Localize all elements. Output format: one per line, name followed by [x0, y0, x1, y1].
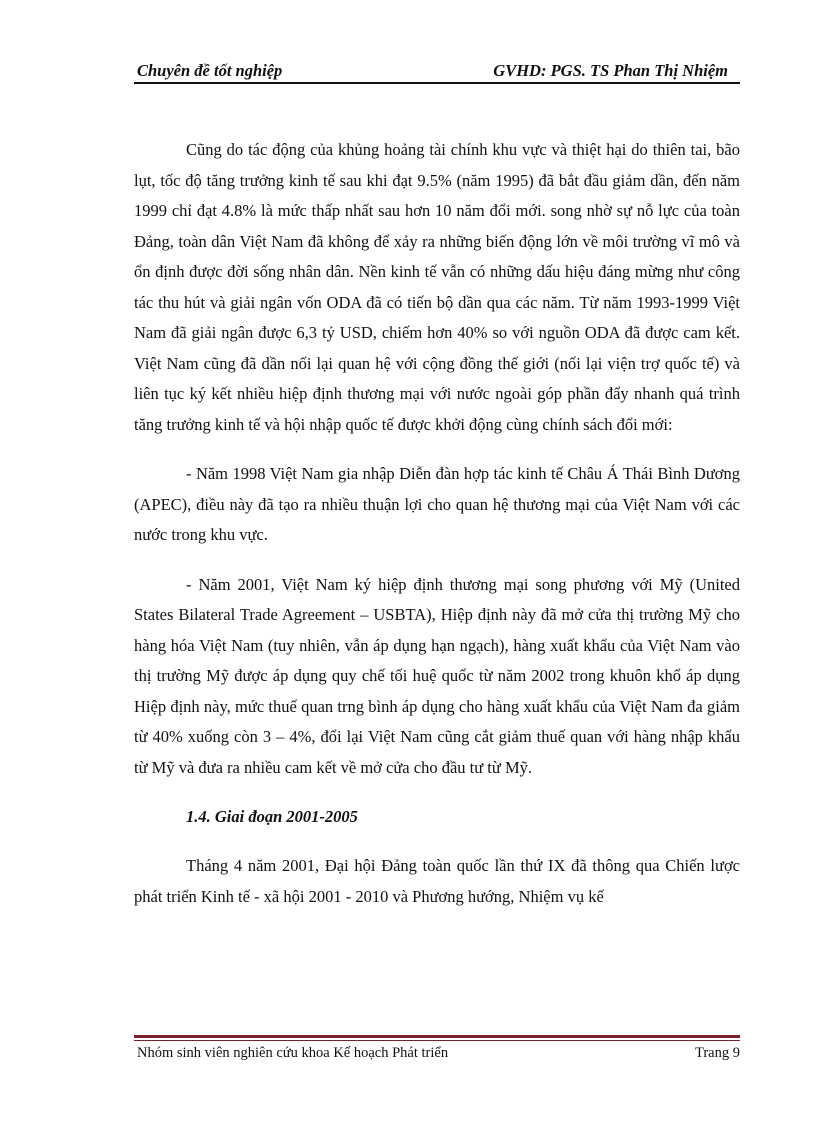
page-number: Trang 9: [695, 1045, 740, 1061]
section-heading: 1.4. Giai đoạn 2001-2005: [186, 807, 358, 826]
header-document-title: Chuyên đề tốt nghiệp: [137, 61, 283, 80]
paragraph-4: Tháng 4 năm 2001, Đại hội Đảng toàn quốc lần thứ IX đã thông qua Chiến lược phát triển Kinh tế - xã hội 2001 - 2010 và Phương hướng, Nhiệm vụ kế: [134, 856, 740, 906]
footer-group-name: Nhóm sinh viên nghiên cứu khoa Kế hoạch Phát triển: [137, 1045, 449, 1061]
paragraph-2: - Năm 1998 Việt Nam gia nhập Diễn đàn hợp tác kinh tế Châu Á Thái Bình Dương (APEC), điều này đã tạo ra nhiều thuận lợi cho quan hệ thương mại của Việt Nam với các nước trong khu vực.: [134, 464, 740, 544]
footer-divider-thin: [134, 1040, 740, 1041]
paragraph-1: Cũng do tác động của khủng hoảng tài chính khu vực và thiệt hại do thiên tai, bão lụt, tốc độ tăng trưởng kinh tế sau khi đạt 9.5% (năm 1995) đã bắt đầu giảm dần, đến năm 1999 chỉ đạt 4.8% là mức thấp nhất sau hơn 10 năm đổi mới. song nhờ sự nỗ lực của toàn Đảng, toàn dân Việt Nam đã không để xảy ra những biến động lớn về môi trường vĩ mô và ổn định được đời sống nhân dân. Nền kinh tế vẫn có những dấu hiệu đáng mừng như công tác thu hút và giải ngân vốn ODA đã có tiến bộ dần qua các năm. Từ năm 1993-1999 Việt Nam đã giải ngân được 6,3 tỷ USD, chiếm hơn 40% so với nguồn ODA đã được cam kết. Việt Nam cũng đã dần nối lại quan hệ với cộng đồng thế giới (nối lại viện trợ quốc tế) và liên tục ký kết nhiều hiệp định thương mại với nước ngoài góp phần đẩy nhanh quá trình tăng trưởng kinh tế và hội nhập quốc tế được khởi động cùng chính sách đổi mới:: [134, 140, 740, 434]
footer-divider-thick: [134, 1035, 740, 1038]
page-content: [134, 135, 740, 912]
page-header: [134, 58, 740, 82]
header-divider: [134, 82, 740, 84]
header-advisor: GVHD: PGS. TS Phan Thị Nhiệm: [493, 61, 728, 80]
paragraph-3: - Năm 2001, Việt Nam ký hiệp định thương mại song phương với Mỹ (United States Bilateral Trade Agreement – USBTA), Hiệp định này đã mở cửa thị trường Mỹ cho hàng hóa Việt Nam (tuy nhiên, vẫn áp dụng hạn ngạch), hàng xuất khẩu của Việt Nam vào thị trường Mỹ được áp dụng quy chế tối huệ quốc từ năm 2002 trong khuôn khổ áp dụng Hiệp định này, mức thuế quan trng bình áp dụng cho hàng xuất khẩu của Việt Nam đa giảm từ 40% xuống còn 3 – 4%, đổi lại Việt Nam cũng cắt giảm thuế quan với hàng nhập khẩu từ Mỹ và đưa ra nhiều cam kết về mở cửa cho đầu tư từ Mỹ.: [134, 574, 740, 777]
